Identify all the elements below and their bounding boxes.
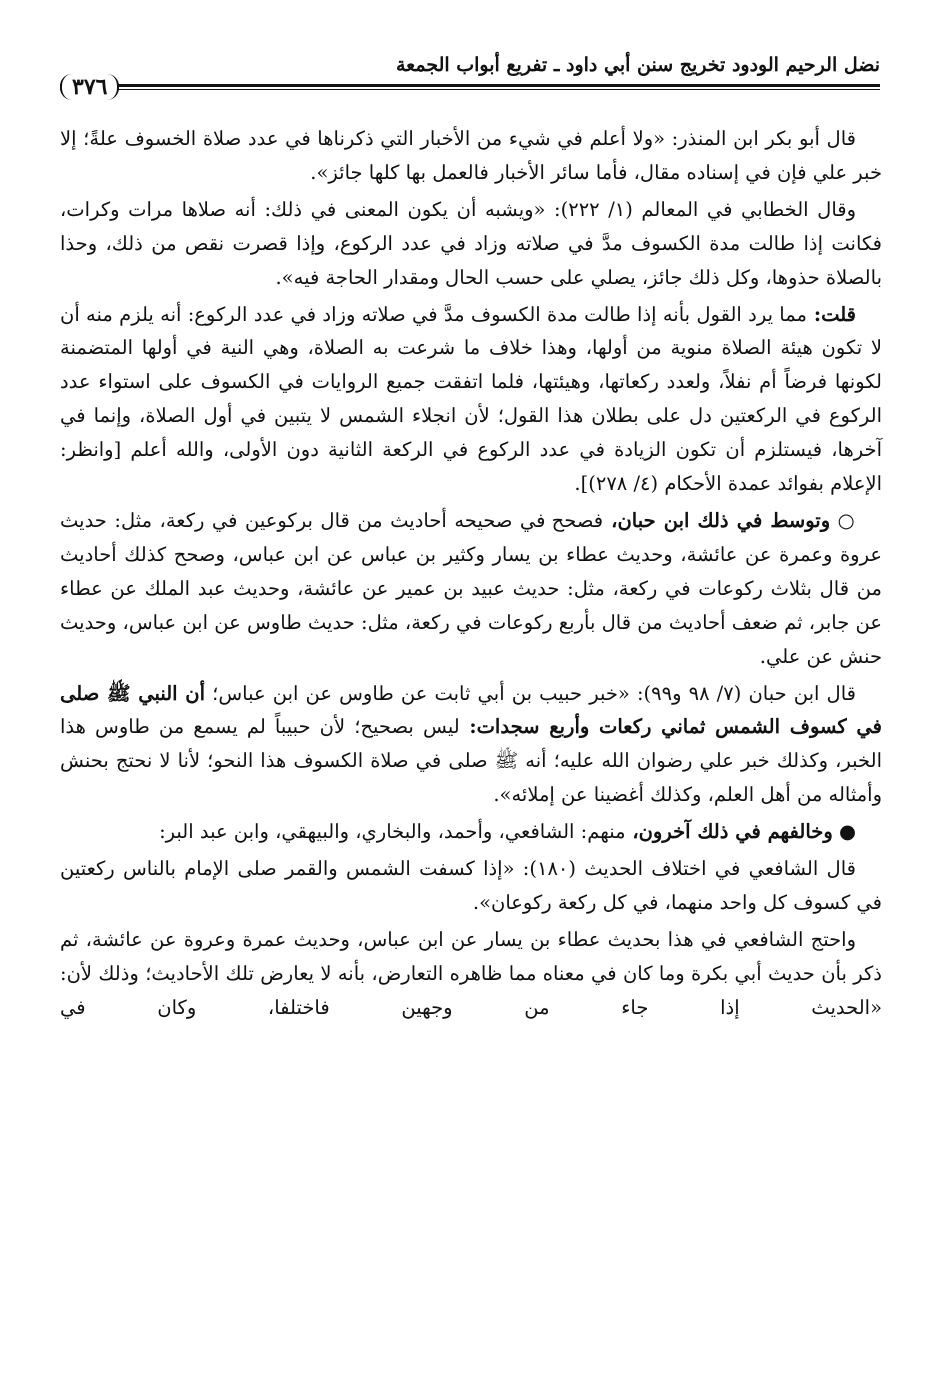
page-number-frame: [60, 72, 300, 102]
paragraph: [60, 193, 882, 295]
paragraph-text: منهم: الشافعي، وأحمد، والبخاري، والبيهقي، وابن عبد البر:: [159, 820, 626, 844]
paragraph-text: قال الشافعي في اختلاف الحديث (١٨٠): «إذا كسفت الشمس والقمر صلى الإمام بالناس ركعتين في كسوف كل واحد منهما، في كل ركعة ركوعان».: [60, 857, 882, 914]
bold-text: أن النبي ﷺ صلى في كسوف الشمس ثماني ركعات وأربع سجدات:: [60, 681, 882, 739]
body-text: [60, 122, 882, 1362]
paragraph-text: ليس بصحيح؛ لأن حبيباً لم يسمع من طاوس هذا الخبر، وكذلك خبر علي رضوان الله عليه؛ أنه ﷺ صلى في صلاة الكسوف هذا النحو؛ لأنا لا نحتج بحنش وأمثاله من أهل العلم، وكذلك أغضينا عن إملائه».: [60, 715, 882, 807]
paragraph-text: مما يرد القول بأنه إذا طالت مدة الكسوف مدَّ في صلاته وزاد في عدد الركوع: أنه يلزم منه أن لا تكون هيئة الصلاة منوية من أولها، وهذا خلاف ما شرعت به الصلاة، وهي النية في أولها المتضمنة لكونها فرضاً أم نفلاً، ولعدد ركعاتها، وهيئتها، فلما اتفقت جميع الروايات في الكسوف على استواء عدد الركوع في الركعتين دل على بطلان هذا القول؛ لأن انجلاء الشمس لا يتبين في أول الصلاة، وإنما في آخرها، فيستلزم أن تكون الزيادة في عدد الركوع في الركعة الثانية دون الأولى، والله أعلم [وانظر: الإعلام بفوائد عمدة الأحكام (٤/ ٢٧٨)].: [60, 302, 882, 496]
running-header: [60, 50, 880, 100]
paragraph-text: فصحح في صحيحه أحاديث من قال بركوعين في ركعة، مثل: حديث عروة وعمرة عن عائشة، وحديث عطاء بن يسار وكثير بن عباس عن ابن عباس، وصحح كذلك أحاديث من قال بثلاث ركوعات في ركعة، مثل: حديث عبيد بن عمير عن عائشة، وحديث عبد الملك عن عطاء عن جابر، ثم ضعف أحاديث من قال بأربع ركوعات في ركعة، مثل: حديث طاوس عن ابن عباس، وحديث حنش عن علي.: [60, 508, 882, 668]
header-title: نضل الرحيم الودود تخريج سنن أبي داود ـ تفريع أبواب الجمعة: [395, 54, 880, 76]
paragraph-text: وقال الخطابي في المعالم (١/ ٢٢٢): «ويشبه أن يكون المعنى في ذلك: أنه صلاها مرات وكرات، فكانت إذا طالت مدة الكسوف مدَّ في صلاته وزاد في عدد الركوع، وإذا قصرت نقص من ذلك، وحذا بالصلاة حذوها، وكل ذلك جائز، يصلي على حسب الحال ومقدار الحاجة فيه».: [60, 197, 882, 289]
paragraph-text: واحتج الشافعي في هذا بحديث عطاء بن يسار عن ابن عباس، وحديث عمرة وعروة عن عائشة، ثم ذكر بأن حديث أبي بكرة وما كان في معناه مما ظاهره التعارض، بأنه لا يعارض تلك الأحاديث؛ وذلك لأن: «الحديث إذا جاء من وجهين فاختلفا، وكان في: [60, 927, 882, 1019]
paragraph: [60, 815, 882, 849]
paragraph-text: ○: [830, 508, 856, 532]
paragraph: [60, 852, 882, 920]
bold-text: وخالفهم في ذلك آخرون،: [625, 820, 833, 844]
bold-text: قلت:: [806, 302, 856, 326]
paragraph: [60, 122, 882, 190]
page-number: ٣٧٦: [60, 74, 119, 100]
paragraph-text: قال أبو بكر ابن المنذر: «ولا أعلم في شيء من الأخبار التي ذكرناها في عدد صلاة الخسوف علةً؛ إلا خبر علي فإن في إسناده مقال، فأما سائر الأخبار فالعمل بها كلها جائز».: [60, 127, 882, 184]
paragraph: [60, 504, 882, 674]
paragraph: [60, 923, 882, 1025]
bold-text: وتوسط في ذلك ابن حبان،: [603, 508, 831, 532]
paragraph: [60, 298, 882, 501]
paragraph-text: ●: [832, 820, 856, 844]
paragraph: [60, 677, 882, 813]
paragraph-text: قال ابن حبان (٧/ ٩٨ و٩٩): «خبر حبيب بن أبي ثابت عن طاوس عن ابن عباس؛: [205, 681, 856, 705]
